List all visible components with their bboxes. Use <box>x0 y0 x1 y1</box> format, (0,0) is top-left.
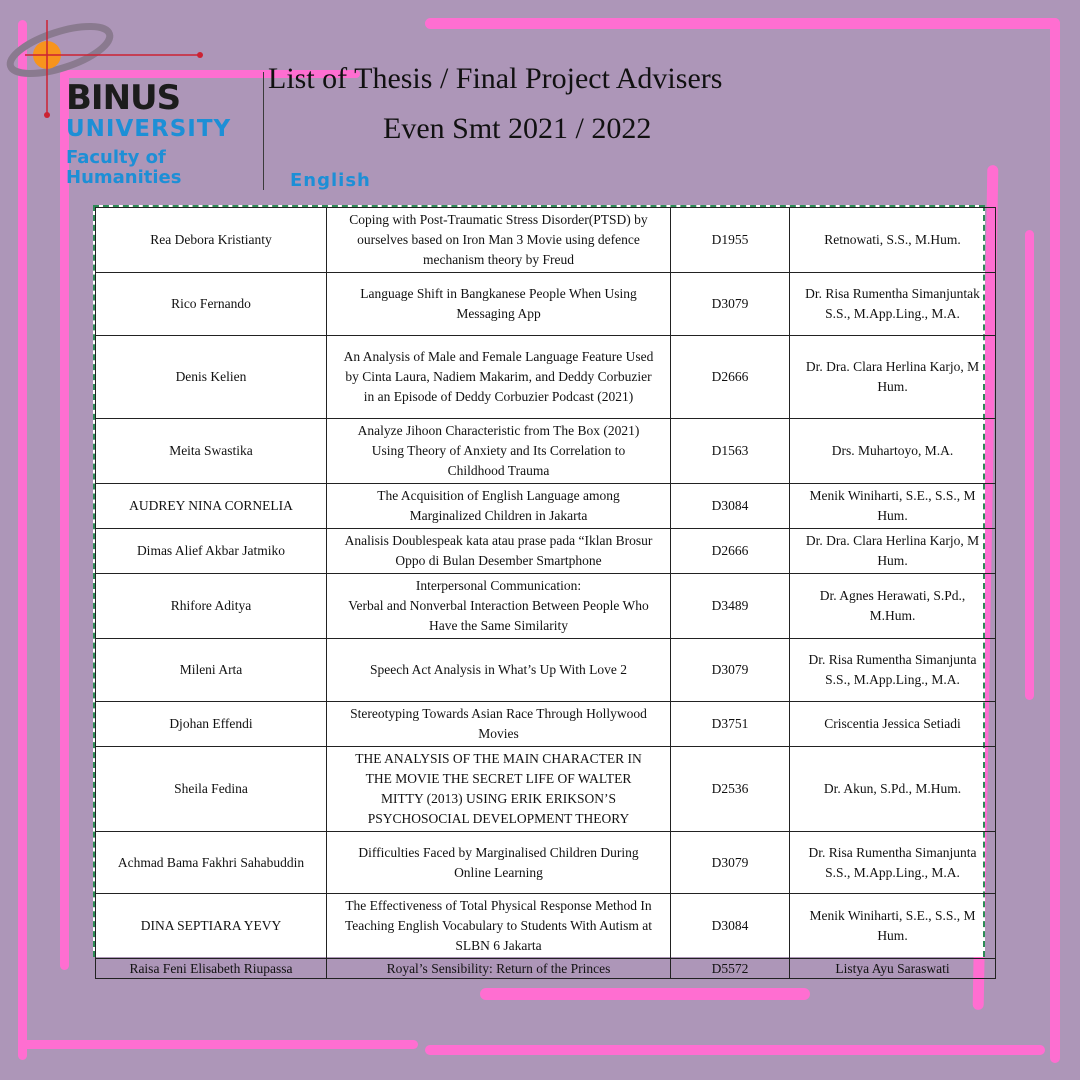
adviser-code-cell: D3084 <box>671 894 790 959</box>
thesis-title-cell: An Analysis of Male and Female Language Feature Used by Cinta Laura, Nadiem Makarim, and Deddy Corbuzier in an Episode of Deddy Corbuzier Podcast (2021) <box>327 336 671 419</box>
adviser-name-cell: Retnowati, S.S., M.Hum. <box>790 208 996 273</box>
table-row <box>96 702 996 747</box>
logo-binus-text: BINUS <box>66 78 181 118</box>
adviser-code-cell: D3079 <box>671 273 790 336</box>
thesis-title-cell: Language Shift in Bangkanese People When Using Messaging App <box>327 273 671 336</box>
page-title: List of Thesis / Final Project Advisers <box>268 62 723 95</box>
thesis-title-cell: Speech Act Analysis in What’s Up With Love 2 <box>327 639 671 702</box>
table-row <box>96 419 996 484</box>
adviser-code-cell: D5572 <box>671 959 790 979</box>
student-name-cell: AUDREY NINA CORNELIA <box>96 484 327 529</box>
thesis-title-cell: THE ANALYSIS OF THE MAIN CHARACTER IN THE MOVIE THE SECRET LIFE OF WALTER MITTY (2013) USING ERIK ERIKSON’S PSYCHOSOCIAL DEVELOPMENT THEORY <box>327 747 671 832</box>
student-name-cell: Mileni Arta <box>96 639 327 702</box>
department-label: English <box>290 170 371 191</box>
adviser-name-cell: Dr. Akun, S.Pd., M.Hum. <box>790 747 996 832</box>
adviser-code-cell: D3079 <box>671 639 790 702</box>
pink-frame-stroke <box>480 988 810 1000</box>
thesis-title-cell: The Acquisition of English Language among Marginalized Children in Jakarta <box>327 484 671 529</box>
adviser-name-cell: Dr. Risa Rumentha Simanjunta S.S., M.App.Ling., M.A. <box>790 832 996 894</box>
thesis-title-cell: Analisis Doublespeak kata atau prase pada “Iklan Brosur Oppo di Bulan Desember Smartphone <box>327 529 671 574</box>
pink-frame-stroke <box>18 1040 418 1049</box>
table-row <box>96 894 996 959</box>
table-row <box>96 574 996 639</box>
logo-faculty-text <box>66 148 181 188</box>
adviser-name-cell: Dr. Dra. Clara Herlina Karjo, M Hum. <box>790 336 996 419</box>
adviser-name-cell: Drs. Muhartoyo, M.A. <box>790 419 996 484</box>
adviser-code-cell: D2666 <box>671 336 790 419</box>
adviser-name-cell: Dr. Risa Rumentha Simanjuntak S.S., M.App.Ling., M.A. <box>790 273 996 336</box>
student-name-cell: Sheila Fedina <box>96 747 327 832</box>
adviser-name-cell: Listya Ayu Saraswati <box>790 959 996 979</box>
adviser-name-cell: Criscentia Jessica Setiadi <box>790 702 996 747</box>
faculty-line2: Humanities <box>66 167 182 188</box>
adviser-code-cell: D3751 <box>671 702 790 747</box>
thesis-title-cell: Difficulties Faced by Marginalised Children During Online Learning <box>327 832 671 894</box>
adviser-code-cell: D3489 <box>671 574 790 639</box>
table-row <box>96 336 996 419</box>
thesis-title-cell: Coping with Post-Traumatic Stress Disorder(PTSD) by ourselves based on Iron Man 3 Movie using defence mechanism theory by Freud <box>327 208 671 273</box>
student-name-cell: Dimas Alief Akbar Jatmiko <box>96 529 327 574</box>
pink-frame-stroke <box>1050 18 1060 1063</box>
adviser-name-cell: Dr. Dra. Clara Herlina Karjo, M Hum. <box>790 529 996 574</box>
table-row <box>96 273 996 336</box>
thesis-title-cell: Royal’s Sensibility: Return of the Princes <box>327 959 671 979</box>
table-row <box>96 639 996 702</box>
adviser-code-cell: D1563 <box>671 419 790 484</box>
pink-frame-stroke <box>425 18 1060 29</box>
student-name-cell: DINA SEPTIARA YEVY <box>96 894 327 959</box>
pink-frame-stroke <box>1025 230 1034 700</box>
table-row <box>96 959 996 979</box>
student-name-cell: Meita Swastika <box>96 419 327 484</box>
adviser-code-cell: D2536 <box>671 747 790 832</box>
thesis-title-cell: Analyze Jihoon Characteristic from The Box (2021) Using Theory of Anxiety and Its Correlation to Childhood Trauma <box>327 419 671 484</box>
table-row <box>96 747 996 832</box>
student-name-cell: Djohan Effendi <box>96 702 327 747</box>
faculty-line1: Faculty of <box>66 147 166 168</box>
student-name-cell: Rea Debora Kristianty <box>96 208 327 273</box>
adviser-name-cell: Menik Winiharti, S.E., S.S., M Hum. <box>790 484 996 529</box>
logo-university-text: UNIVERSITY <box>66 116 232 142</box>
thesis-title-cell: Interpersonal Communication: Verbal and Nonverbal Interaction Between People Who Have the Same Similarity <box>327 574 671 639</box>
advisers-table <box>95 207 996 979</box>
pink-frame-stroke <box>425 1045 1045 1055</box>
page-subtitle: Even Smt 2021 / 2022 <box>383 112 652 145</box>
table-row <box>96 832 996 894</box>
student-name-cell: Rhifore Aditya <box>96 574 327 639</box>
adviser-code-cell: D3084 <box>671 484 790 529</box>
table-row <box>96 484 996 529</box>
pink-frame-stroke <box>60 70 69 970</box>
student-name-cell: Rico Fernando <box>96 273 327 336</box>
adviser-name-cell: Dr. Agnes Herawati, S.Pd., M.Hum. <box>790 574 996 639</box>
table-row <box>96 529 996 574</box>
table-row <box>96 208 996 273</box>
adviser-code-cell: D2666 <box>671 529 790 574</box>
thesis-title-cell: The Effectiveness of Total Physical Response Method In Teaching English Vocabulary to Students With Autism at SLBN 6 Jakarta <box>327 894 671 959</box>
student-name-cell: Denis Kelien <box>96 336 327 419</box>
adviser-code-cell: D1955 <box>671 208 790 273</box>
thesis-title-cell: Stereotyping Towards Asian Race Through Hollywood Movies <box>327 702 671 747</box>
adviser-name-cell: Dr. Risa Rumentha Simanjunta S.S., M.App.Ling., M.A. <box>790 639 996 702</box>
advisers-table-container <box>93 205 985 976</box>
student-name-cell: Achmad Bama Fakhri Sahabuddin <box>96 832 327 894</box>
logo-divider <box>263 72 264 190</box>
binus-logo <box>0 0 260 200</box>
adviser-code-cell: D3079 <box>671 832 790 894</box>
student-name-cell: Raisa Feni Elisabeth Riupassa <box>96 959 327 979</box>
adviser-name-cell: Menik Winiharti, S.E., S.S., M Hum. <box>790 894 996 959</box>
